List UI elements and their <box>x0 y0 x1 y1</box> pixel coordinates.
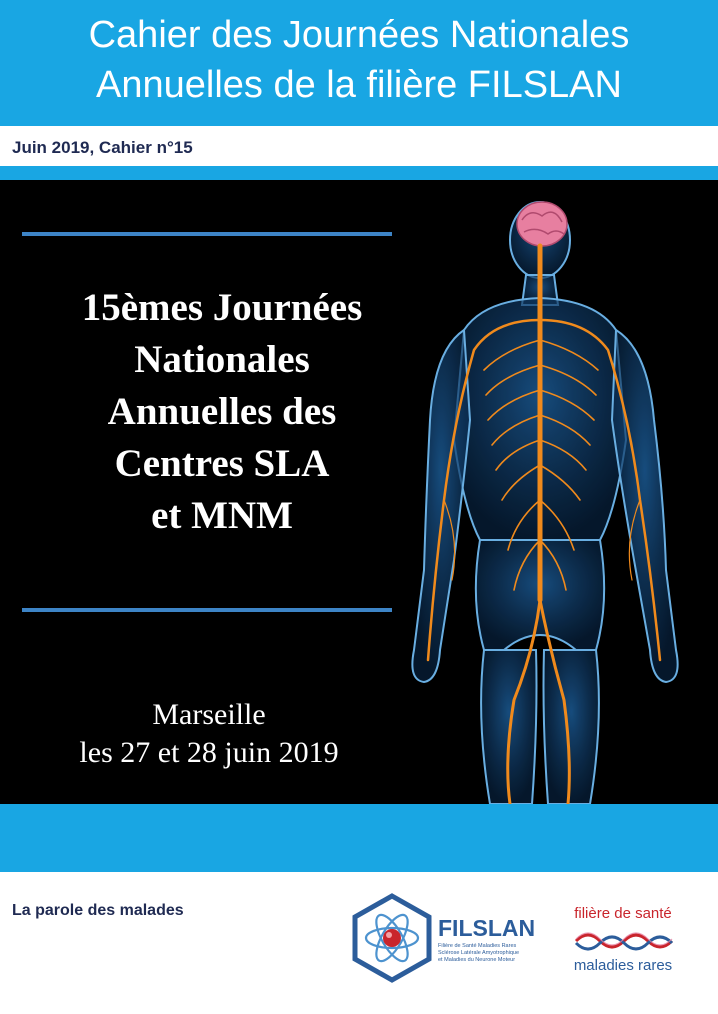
divider-bar <box>0 166 718 180</box>
fsmr-logo-bottom: maladies rares <box>573 957 673 974</box>
event-title <box>0 282 444 542</box>
atom-hexagon-icon <box>350 893 434 983</box>
title-line-1: Cahier des Journées Nationales <box>88 14 630 56</box>
title-line-2: Annuelles de la filière FILSLAN <box>96 64 622 106</box>
event-title-line: Annuelles des <box>107 390 337 433</box>
event-location-dates <box>0 696 418 772</box>
section-label: La parole des malades <box>12 902 184 919</box>
event-title-line: Nationales <box>134 338 310 381</box>
filslan-subtitle-line: Filière de Santé Maladies Rares <box>438 943 517 949</box>
document-title <box>0 10 718 110</box>
header-banner <box>0 0 718 126</box>
filiere-sante-maladies-rares-logo <box>568 905 688 985</box>
fsmr-logo-top: filière de santé <box>574 905 672 922</box>
hero-panel <box>0 180 718 804</box>
edition-label: Juin 2019, Cahier n°15 <box>12 138 193 157</box>
filslan-logo <box>350 893 550 983</box>
bottom-band <box>0 804 718 872</box>
rule-bottom <box>22 608 392 612</box>
event-title-line: Centres SLA <box>114 442 330 485</box>
event-title-line: et MNM <box>151 494 293 537</box>
event-title-line: 15èmes Journées <box>81 286 363 329</box>
filslan-subtitle-line: et Maladies du Neurone Moteur <box>438 957 516 963</box>
event-city: Marseille <box>152 698 266 731</box>
filslan-logo-name: FILSLAN <box>438 915 536 941</box>
filslan-logo-subtitle <box>438 943 548 964</box>
nervous-system-figure-illustration <box>404 180 718 804</box>
filslan-subtitle-line: Sclérose Latérale Amyotrophique <box>438 950 520 956</box>
event-dates: les 27 et 28 juin 2019 <box>79 736 339 769</box>
wave-icon <box>574 929 674 953</box>
rule-top <box>22 232 392 236</box>
